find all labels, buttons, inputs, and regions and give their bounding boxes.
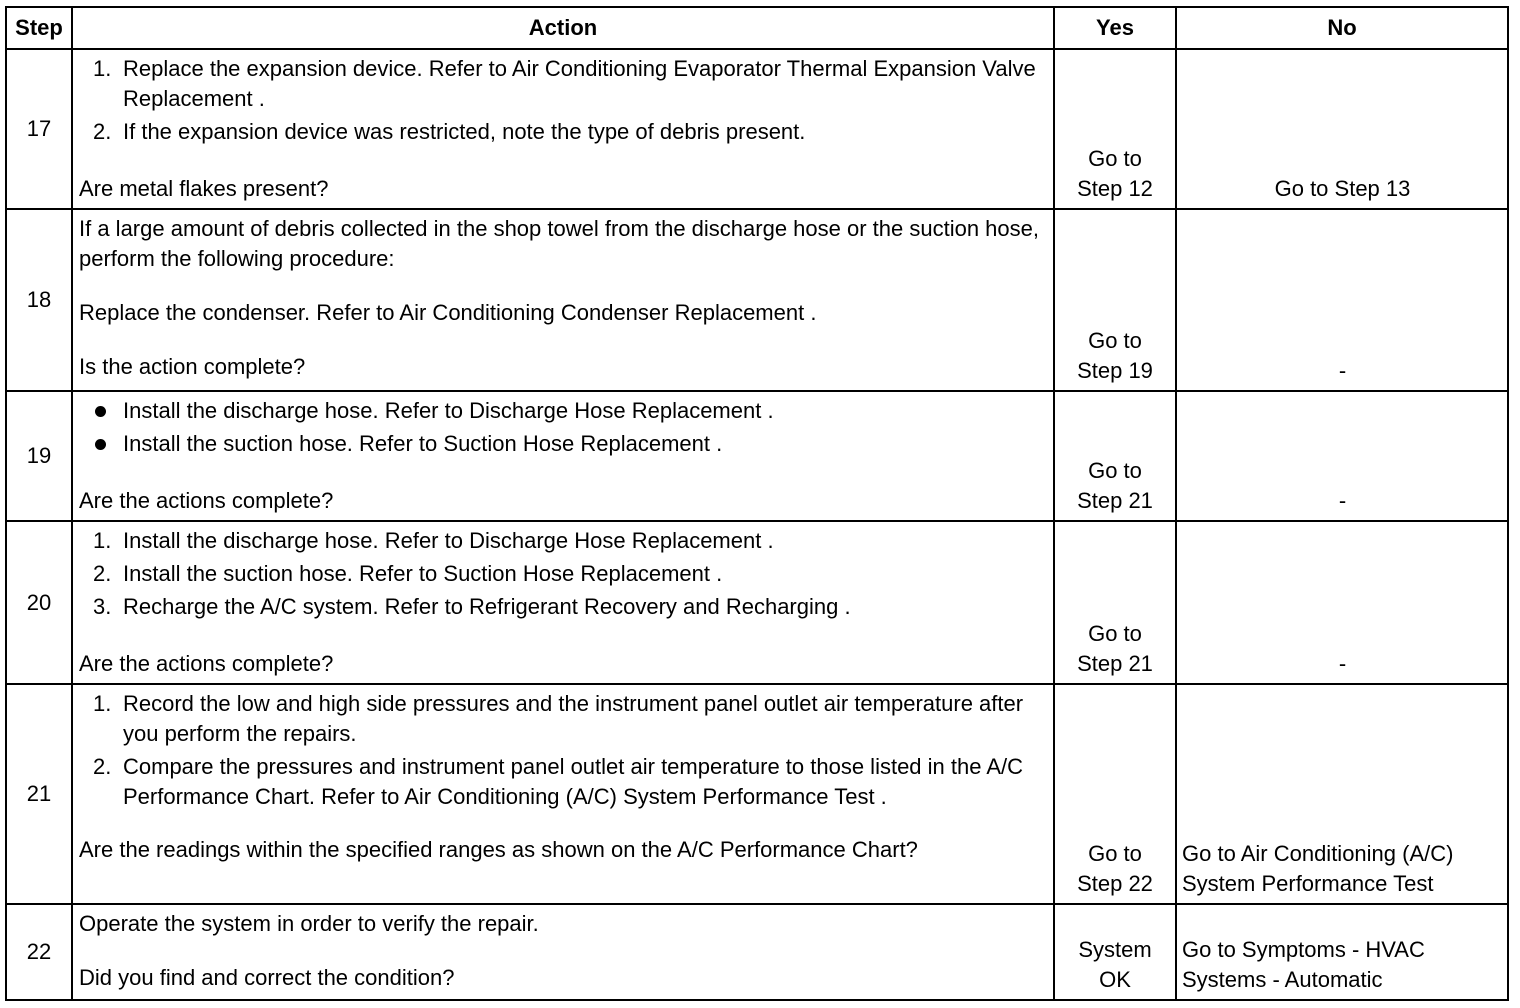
yes-text: Go to [1088, 841, 1142, 866]
no-text: - [1338, 651, 1347, 676]
action-cell [72, 49, 1054, 209]
action-cell [72, 391, 1054, 521]
header-action: Action [72, 7, 1054, 49]
header-yes: Yes [1054, 7, 1176, 49]
no-text: - [1338, 358, 1347, 383]
step-number: 19 [6, 391, 72, 521]
intro-text: Operate the system in order to verify the repair. [79, 911, 539, 936]
question-text: Are the actions complete? [79, 651, 334, 676]
list-item: 2. If the expansion device was restricted, note the type of debris present. [93, 119, 806, 144]
list-item: 1. Record the low and high side pressures and the instrument panel outlet air temperature after you perform the repairs. [93, 691, 1024, 746]
question-text: Is the action complete? [79, 354, 306, 379]
yes-text: Go to [1088, 328, 1142, 353]
yes-link[interactable]: Step 12 [1077, 176, 1153, 201]
question-text: Did you find and correct the condition? [79, 965, 455, 990]
yes-link[interactable]: Step 21 [1077, 488, 1153, 513]
table-row [6, 209, 1508, 391]
list-item: 3. Recharge the A/C system. Refer to Refrigerant Recovery and Recharging . [93, 594, 851, 619]
yes-cell [1054, 904, 1176, 1000]
table-row [6, 49, 1508, 209]
header-no: No [1176, 7, 1508, 49]
no-link-cont[interactable]: Systems - Automatic [1182, 967, 1383, 992]
list-item: 1. Replace the expansion device. Refer to Air Conditioning Evaporator Thermal Expansion Valve Replacement . [93, 56, 1036, 111]
no-cell [1176, 684, 1508, 904]
yes-cell [1054, 521, 1176, 684]
no-link[interactable]: Go to Air Conditioning (A/C) [1182, 841, 1454, 866]
yes-cell [1054, 209, 1176, 391]
bullet-icon [95, 439, 106, 450]
yes-text: Go to [1088, 146, 1142, 171]
step-number: 17 [6, 49, 72, 209]
no-cell [1176, 49, 1508, 209]
action-cell [72, 521, 1054, 684]
yes-cell [1054, 391, 1176, 521]
bullet-icon [95, 406, 106, 417]
numbered-list [79, 526, 1049, 622]
no-cell [1176, 209, 1508, 391]
yes-text: Go to [1088, 458, 1142, 483]
instruction-text: Replace the condenser. Refer to Air Conditioning Condenser Replacement . [79, 300, 817, 325]
list-item: 1. Install the discharge hose. Refer to Discharge Hose Replacement . [93, 528, 774, 553]
no-link[interactable]: Go to Symptoms - HVAC [1182, 937, 1425, 962]
step-number: 20 [6, 521, 72, 684]
yes-cell [1054, 684, 1176, 904]
step-number: 21 [6, 684, 72, 904]
list-item: Install the discharge hose. Refer to Discharge Hose Replacement . [79, 396, 1049, 426]
bullet-list [79, 396, 1049, 459]
yes-text: Go to [1088, 621, 1142, 646]
yes-link[interactable]: Step 22 [1077, 871, 1153, 896]
table-row [6, 391, 1508, 521]
yes-cell [1054, 49, 1176, 209]
no-cell [1176, 904, 1508, 1000]
table-row [6, 521, 1508, 684]
question-text: Are the readings within the specified ranges as shown on the A/C Performance Chart? [79, 837, 918, 862]
no-link-cont[interactable]: System Performance Test [1182, 871, 1434, 896]
step-number: 18 [6, 209, 72, 391]
table-row [6, 904, 1508, 1000]
no-cell [1176, 391, 1508, 521]
header-step: Step [6, 7, 72, 49]
step-number: 22 [6, 904, 72, 1000]
action-cell [72, 904, 1054, 1000]
no-cell [1176, 521, 1508, 684]
question-text: Are the actions complete? [79, 488, 334, 513]
yes-text: OK [1099, 967, 1131, 992]
numbered-list [79, 54, 1049, 147]
intro-text: If a large amount of debris collected in the shop towel from the discharge hose or the suction hose, perform the following procedure: [79, 216, 1039, 271]
action-cell [72, 209, 1054, 391]
yes-text: System [1078, 937, 1152, 962]
list-item: 2. Compare the pressures and instrument panel outlet air temperature to those listed in the A/C Performance Chart. Refer to Air Conditioning (A/C) System Performance Test . [93, 754, 1024, 809]
yes-link[interactable]: Step 19 [1077, 358, 1153, 383]
yes-link[interactable]: Step 21 [1077, 651, 1153, 676]
table-row [6, 684, 1508, 904]
list-item: 2. Install the suction hose. Refer to Suction Hose Replacement . [93, 561, 723, 586]
numbered-list [79, 689, 1049, 812]
action-cell [72, 684, 1054, 904]
question-text: Are metal flakes present? [79, 176, 329, 201]
no-link[interactable]: Go to Step 13 [1274, 176, 1411, 201]
header-row [6, 7, 1508, 49]
no-text: - [1338, 488, 1347, 513]
list-item: Install the suction hose. Refer to Suction Hose Replacement . [79, 429, 1049, 459]
diagnostic-table [5, 6, 1509, 1001]
